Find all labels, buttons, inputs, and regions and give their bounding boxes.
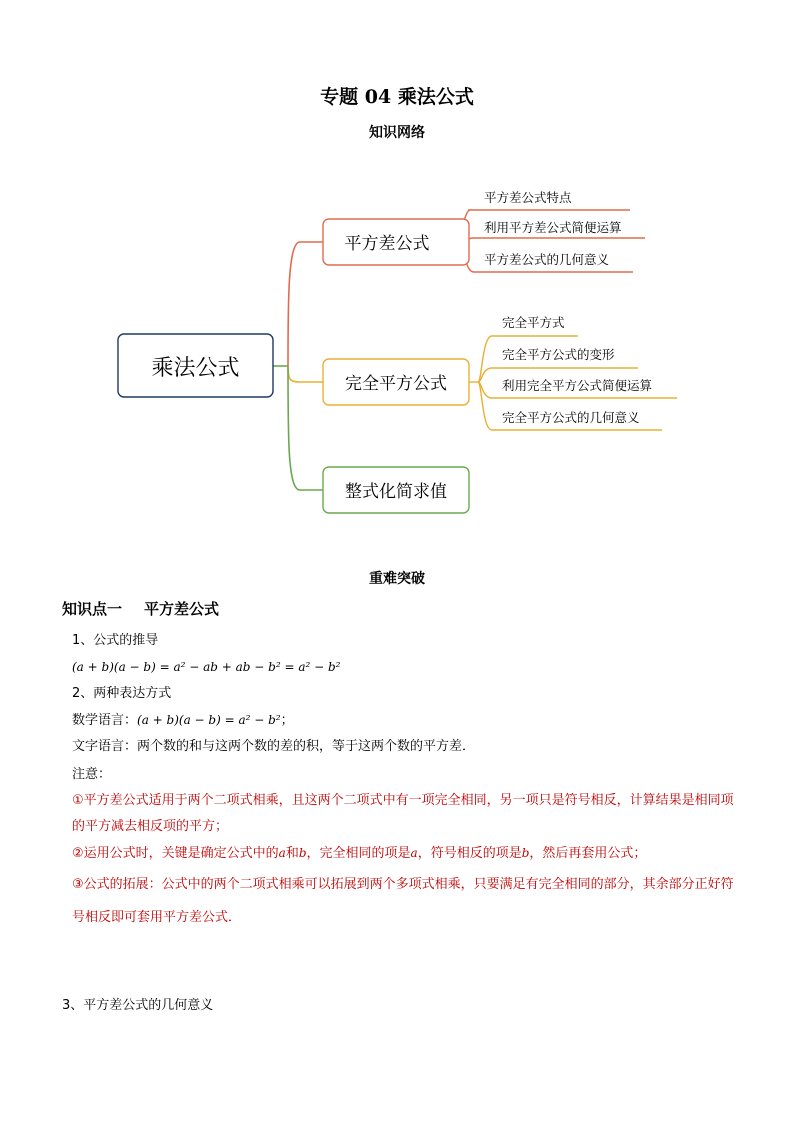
section-title: 重难突破: [369, 571, 425, 587]
mindmap-root-label: 乘法公式: [151, 356, 240, 381]
mindmap-leaf-2-2: 完全平方公式的变形: [502, 347, 615, 362]
note-2: [72, 844, 646, 863]
page-subtitle: 知识网络: [369, 125, 425, 141]
item-3: 3、平方差公式的几何意义: [62, 998, 214, 1013]
mindmap-leaf-1-2: 利用平方差公式简便运算: [484, 220, 622, 235]
note-2-part-b: 和: [285, 846, 299, 861]
item-2: 2、两种表达方式: [72, 686, 172, 701]
note-label: 注意：: [72, 767, 112, 782]
math-language-formula: (a + b)(a − b) = a² − b²: [137, 713, 281, 727]
math-language-label: 数学语言：: [72, 713, 138, 728]
note-2-var-b2: b: [521, 846, 530, 860]
mindmap-branch-label-1: 平方差公式: [344, 234, 430, 254]
note-2-var-a2: a: [410, 846, 418, 860]
note-2-part-c: ，完全相同的项是: [306, 846, 411, 861]
mind-map: [0, 0, 794, 560]
note-2-var-b: b: [298, 846, 307, 860]
formula-derivation: (a + b)(a − b) = a² − ab + ab − b² = a² − b²: [72, 660, 341, 674]
text-language-line: 文字语言：两个数的和与这两个数的差的积，等于这两个数的平方差．: [72, 739, 476, 754]
note-2-part-a: ②运用公式时，关键是确定公式中的: [72, 846, 279, 861]
item-1: 1、公式的推导: [72, 633, 159, 648]
note-1: ①平方差公式适用于两个二项式相乘，且这两个二项式中有一项完全相同，另一项只是符号相反，计算结果是相同项的平方减去相反项的平方；: [72, 793, 734, 834]
math-language-end: ；: [280, 713, 294, 728]
note-2-part-e: ，然后再套用公式；: [529, 846, 647, 861]
kp-label: 知识点一: [62, 600, 123, 618]
mindmap-leaf-1-1: 平方差公式特点: [484, 190, 572, 205]
math-language-line: [72, 711, 294, 730]
mindmap-leaf-2-4: 完全平方公式的几何意义: [502, 410, 640, 425]
mindmap-leaf-1-3: 平方差公式的几何意义: [484, 252, 610, 267]
kp-name: 平方差公式: [144, 600, 220, 618]
mindmap-branch-label-3: 整式化简求值: [345, 482, 447, 502]
note-2-var-a: a: [278, 846, 286, 860]
note-3: ③公式的拓展：公式中的两个二项式相乘可以拓展到两个多项式相乘，只要满足有完全相同的部分，其余部分正好符号相反即可套用平方差公式．: [72, 877, 734, 925]
mindmap-leaf-2-1: 完全平方式: [502, 315, 565, 330]
mindmap-leaf-2-3: 利用完全平方公式简便运算: [502, 378, 653, 393]
knowledge-point-heading: [62, 598, 219, 619]
mindmap-branch-label-2: 完全平方公式: [345, 374, 447, 394]
note-2-part-d: ，符号相反的项是: [417, 846, 522, 861]
page-title: 专题 04 乘法公式: [320, 86, 474, 108]
